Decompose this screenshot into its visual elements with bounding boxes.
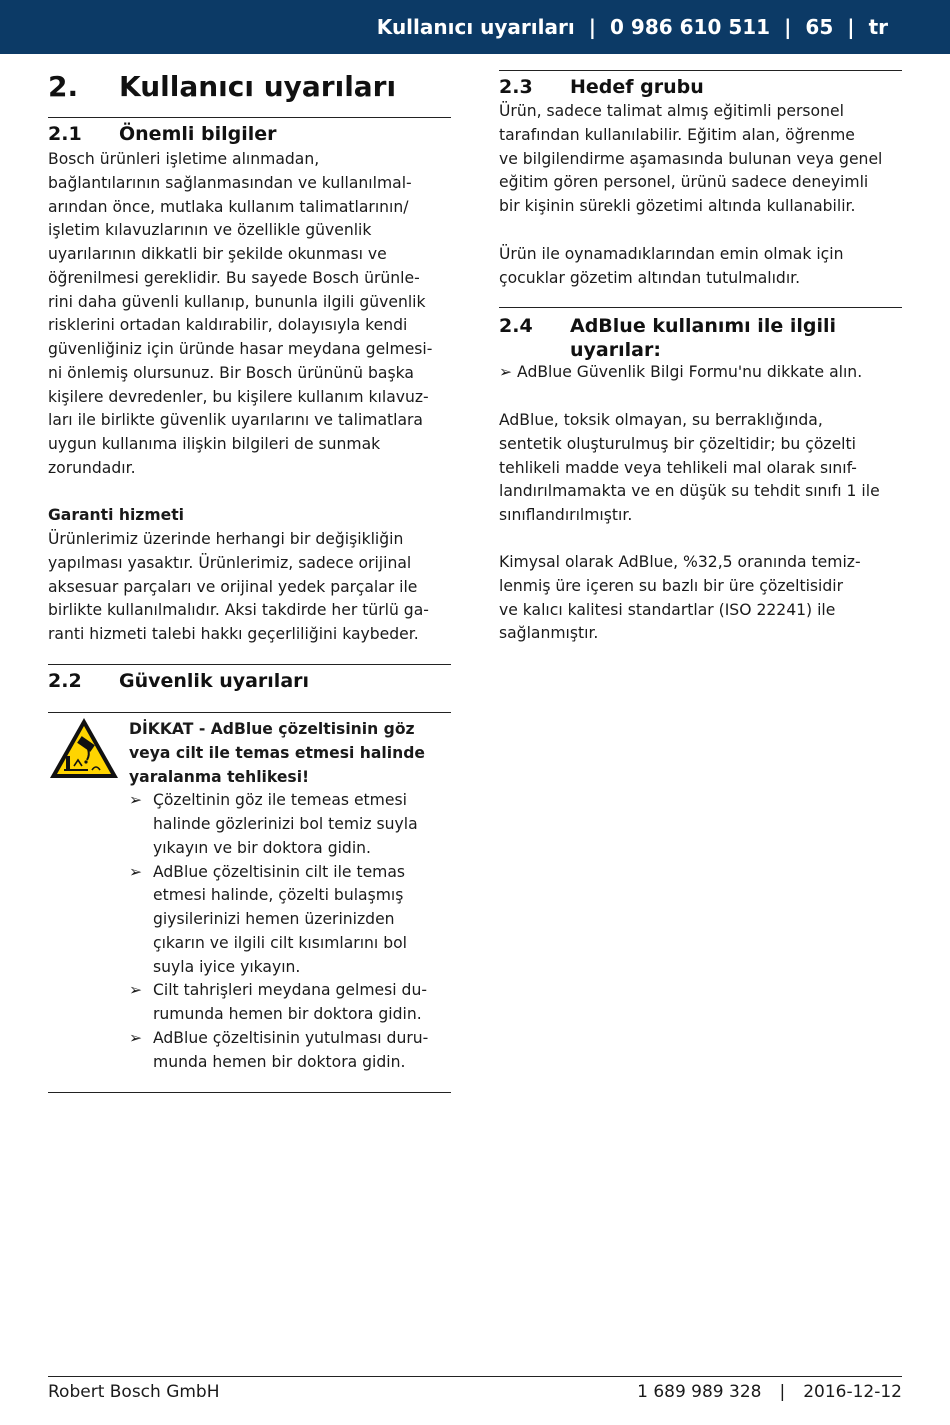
arrow-bullet-icon: ➢ <box>129 862 143 881</box>
arrow-bullet-icon: ➢ <box>129 1028 143 1047</box>
warning-box-top-rule <box>48 712 451 713</box>
text-line: AdBlue, toksik olmayan, su berraklığında, <box>499 411 823 429</box>
section-number: 2.2 <box>48 670 82 692</box>
text-line: çıkarın ve ilgili cilt kısımlarını bol <box>153 933 407 952</box>
text-line: çocuklar gözetim altından tutulmalıdır. <box>499 268 801 287</box>
warning-bullet-item <box>129 789 451 860</box>
warning-bullet-item <box>129 979 451 1027</box>
text-line: ni önlemiş olursunuz. Bir Bosch ürününü başka <box>48 363 414 382</box>
section-divider <box>48 117 451 118</box>
section-2-3-body <box>499 100 909 219</box>
footer-separator: | <box>779 1382 786 1402</box>
footer-company: Robert Bosch GmbH <box>48 1382 220 1402</box>
warning-bullet-item <box>129 861 451 980</box>
text-line: zorundadır. <box>48 458 136 477</box>
warranty-body <box>48 528 458 647</box>
section-title: Hedef grubu <box>570 76 704 98</box>
warning-title <box>129 718 451 789</box>
section-number: 2.4 <box>499 315 533 337</box>
text-line: Ürün ile oynamadıklarından emin olmak için <box>499 245 844 263</box>
section-number: 2.3 <box>499 76 533 98</box>
text-line: Bosch ürünleri işletime alınmadan, <box>48 150 320 168</box>
section-2-3-body-2 <box>499 243 909 291</box>
text-line: lenmiş üre içeren su bazlı bir üre çözeltisidir <box>499 576 844 595</box>
section-2-1-heading <box>48 122 451 146</box>
section-2-4-heading <box>499 314 902 362</box>
text-line: sınıflandırılmıştır. <box>499 506 633 524</box>
footer-date: 2016-12-12 <box>803 1382 902 1402</box>
header-language: tr <box>868 15 888 39</box>
text-line: suyla iyice yıkayın. <box>153 957 301 976</box>
chapter-number: 2. <box>48 70 79 103</box>
warning-box-bottom-rule <box>48 1092 451 1093</box>
text-line: aksesuar parçaları ve orijinal yedek parçalar ile <box>48 577 418 596</box>
text-line: AdBlue kullanımı ile ilgili <box>570 315 836 337</box>
text-line: halinde gözlerinizi bol temiz suyla <box>153 815 418 833</box>
text-line: Cilt tahrişleri meydana gelmesi du- <box>153 981 427 1000</box>
text-line: Ürün, sadece talimat almış eğitimli personel <box>499 102 844 120</box>
header-separator: | <box>784 15 792 39</box>
text-line: rini daha güvenli kullanıp, bununla ilgili güvenlik <box>48 292 426 311</box>
text-line: güvenliğiniz için üründe hasar meydana gelmesi- <box>48 340 433 358</box>
text-line: rumunda hemen bir doktora gidin. <box>153 1005 422 1023</box>
header-separator: | <box>588 15 597 39</box>
section-divider <box>48 664 451 665</box>
text-line: sağlanmıştır. <box>499 624 599 643</box>
text-line: tarafından kullanılabilir. Eğitim alan, öğrenme <box>499 125 855 144</box>
text-line: Çözeltinin göz ile temeas etmesi <box>153 791 407 810</box>
footer-right <box>637 1382 902 1402</box>
section-2-4-bullet <box>499 361 909 385</box>
text-line: kişilere devredenler, bu kişilere kullanım kılavuz- <box>48 387 429 406</box>
header-bar <box>0 0 950 54</box>
section-2-1-body <box>48 148 458 481</box>
arrow-bullet-icon: ➢ <box>129 981 143 1000</box>
header-text <box>377 15 888 39</box>
footer-code: 1 689 989 328 <box>637 1382 762 1402</box>
text-line: landırılmamakta ve en düşük su tehdit sınıfı 1 ile <box>499 482 880 501</box>
section-number: 2.1 <box>48 123 82 145</box>
text-line: ları ile birlikte güvenlik uyarılarını ve talimatlara <box>48 411 423 430</box>
section-2-2-heading <box>48 669 451 693</box>
section-title <box>570 314 902 362</box>
text-line: veya cilt ile temas etmesi halinde <box>129 743 425 762</box>
section-divider <box>499 70 902 71</box>
text-line: uyarılarının dikkatli bir şekilde okunması ve <box>48 245 387 263</box>
text-line: yapılması yasaktır. Ürünlerimiz, sadece orijinal <box>48 553 412 572</box>
warning-bullet-item <box>129 1027 451 1075</box>
text-line: Kimysal olarak AdBlue, %32,5 oranında temiz- <box>499 553 861 571</box>
text-line: yıkayın ve bir doktora gidin. <box>153 838 372 857</box>
section-2-4-body <box>499 409 909 528</box>
warning-bullet-list <box>129 789 451 1074</box>
section-2-3-heading <box>499 75 902 99</box>
text-line: uyarılar: <box>570 339 661 361</box>
chapter-title-text: Kullanıcı uyarıları <box>119 70 397 103</box>
header-page-number: 65 <box>805 15 834 39</box>
section-2-4-body-2 <box>499 551 909 646</box>
arrow-bullet-icon: ➢ <box>129 791 143 810</box>
text-line: sentetik oluşturulmuş bir çözeltidir; bu çözelti <box>499 434 856 453</box>
section-divider <box>499 307 902 308</box>
text-line: AdBlue çözeltisinin cilt ile temas <box>153 862 406 881</box>
text-line: Ürünlerimiz üzerinde herhangi bir değişikliğin <box>48 530 404 548</box>
arrow-bullet-icon: ➢ <box>499 363 513 381</box>
text-line: işletim kılavuzlarının ve özellikle güvenlik <box>48 221 372 240</box>
text-line: munda hemen bir doktora gidin. <box>153 1052 406 1071</box>
text-line: arından önce, mutlaka kullanım talimatlarının/ <box>48 197 409 216</box>
header-section: Kullanıcı uyarıları <box>376 15 575 39</box>
text-line: birlikte kullanılmalıdır. Aksi takdirde her türlü ga- <box>48 601 429 620</box>
section-title: Önemli bilgiler <box>119 123 277 145</box>
text-line: etmesi halinde, çözelti bulaşmış <box>153 886 404 905</box>
footer-rule <box>48 1376 902 1377</box>
text-line: bağlantılarının sağlanmasından ve kullanılmal- <box>48 173 412 192</box>
warranty-heading: Garanti hizmeti <box>48 506 185 524</box>
text-line: uygun kullanıma ilişkin bilgileri de sunmak <box>48 435 381 453</box>
header-doc-number: 0 986 610 511 <box>610 15 771 39</box>
header-separator: | <box>847 15 855 39</box>
text-line: tehlikeli madde veya tehlikeli mal olarak sınıf- <box>499 458 857 477</box>
section-title: Güvenlik uyarıları <box>119 670 310 692</box>
text-line: öğrenilmesi gereklidir. Bu sayede Bosch ürünle- <box>48 268 420 287</box>
text-line: ve bilgilendirme aşamasında bulunan veya genel <box>499 149 883 168</box>
text-line: risklerini ortadan kaldırabilir, dolayısıyla kendi <box>48 316 408 335</box>
text-line: yaralanma tehlikesi! <box>129 767 310 786</box>
bullet-text: AdBlue Güvenlik Bilgi Formu'nu dikkate alın. <box>517 363 863 381</box>
chapter-title <box>48 70 396 103</box>
text-line: ranti hizmeti talebi hakkı geçerliliğini kaybeder. <box>48 625 419 643</box>
text-line: eğitim gören personel, ürünü sadece deneyimli <box>499 173 869 192</box>
text-line: bir kişinin sürekli gözetimi altında kullanabilir. <box>499 197 856 215</box>
text-line: AdBlue çözeltisinin yutulması duru- <box>153 1028 429 1047</box>
text-line: DİKKAT - AdBlue çözeltisinin göz <box>129 720 415 738</box>
text-line: giysilerinizi hemen üzerinizden <box>153 910 395 928</box>
chemical-hazard-icon <box>48 716 120 782</box>
text-line: ve kalıcı kalitesi standartlar (ISO 22241) ile <box>499 600 836 619</box>
warning-block <box>129 718 451 1074</box>
